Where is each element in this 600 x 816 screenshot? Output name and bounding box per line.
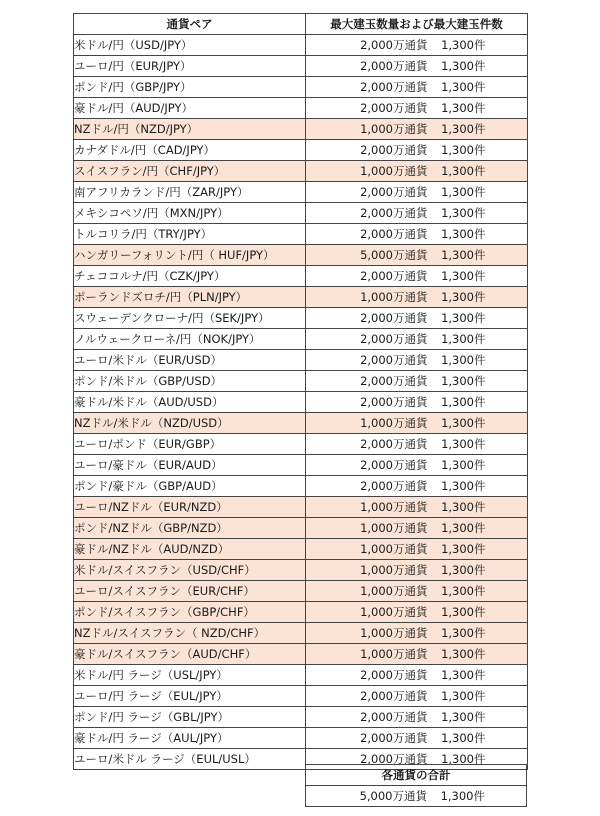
position-limit-cell [306, 140, 528, 161]
max-count: 1,300件 [441, 626, 486, 640]
max-count: 1,300件 [441, 395, 486, 409]
currency-pair-cell: ポンド/スイスフラン（GBP/CHF） [74, 602, 306, 623]
table-row [74, 560, 528, 581]
max-count: 1,300件 [441, 647, 486, 661]
total-amount: 5,000万通貨 [359, 789, 427, 803]
total-count: 1,300件 [440, 789, 485, 803]
max-count: 1,300件 [441, 542, 486, 556]
currency-pair-cell: ユーロ/スイスフラン（EUR/CHF） [74, 581, 306, 602]
max-count: 1,300件 [441, 269, 486, 283]
max-count: 1,300件 [441, 710, 486, 724]
currency-pair-cell: スイスフラン/円（CHF/JPY） [74, 161, 306, 182]
currency-pair-cell: NZドル/米ドル（NZD/USD） [74, 413, 306, 434]
table-row [74, 581, 528, 602]
position-limit-cell [306, 707, 528, 728]
header-position-limit: 最大建玉数量および最大建玉件数 [306, 14, 528, 35]
max-count: 1,300件 [441, 374, 486, 388]
currency-pair-cell: ユーロ/ポンド（EUR/GBP） [74, 434, 306, 455]
max-count: 1,300件 [441, 752, 486, 766]
table-row [74, 434, 528, 455]
currency-pair-cell: ユーロ/円（EUR/JPY） [74, 56, 306, 77]
max-amount: 2,000万通貨 [360, 752, 428, 766]
table-row [74, 350, 528, 371]
max-count: 1,300件 [441, 206, 486, 220]
table-row [74, 77, 528, 98]
max-amount: 2,000万通貨 [360, 59, 428, 73]
table-row [74, 224, 528, 245]
max-amount: 1,000万通貨 [360, 164, 428, 178]
currency-pair-cell: ポンド/円 ラージ（GBL/JPY） [74, 707, 306, 728]
max-count: 1,300件 [441, 353, 486, 367]
currency-pair-cell: チェココルナ/円（CZK/JPY） [74, 266, 306, 287]
max-amount: 1,000万通貨 [360, 563, 428, 577]
total-value [306, 786, 527, 807]
max-amount: 2,000万通貨 [360, 206, 428, 220]
table-row [74, 161, 528, 182]
table-row [74, 98, 528, 119]
table-row [74, 476, 528, 497]
position-limit-cell [306, 581, 528, 602]
currency-pair-cell: ユーロ/円 ラージ（EUL/JPY） [74, 686, 306, 707]
table-row [74, 686, 528, 707]
max-amount: 1,000万通貨 [360, 521, 428, 535]
max-amount: 2,000万通貨 [360, 332, 428, 346]
table-row [74, 497, 528, 518]
table-row [74, 119, 528, 140]
position-limit-cell [306, 161, 528, 182]
max-count: 1,300件 [441, 500, 486, 514]
max-amount: 1,000万通貨 [360, 647, 428, 661]
currency-pair-cell: ハンガリーフォリント/円（ HUF/JPY） [74, 245, 306, 266]
position-limit-cell [306, 224, 528, 245]
position-limit-cell [306, 308, 528, 329]
max-count: 1,300件 [441, 563, 486, 577]
max-count: 1,300件 [441, 38, 486, 52]
position-limit-cell [306, 644, 528, 665]
max-count: 1,300件 [441, 101, 486, 115]
table-row [74, 329, 528, 350]
table-row [74, 371, 528, 392]
max-amount: 2,000万通貨 [360, 38, 428, 52]
currency-pair-cell: 豪ドル/米ドル（AUD/USD） [74, 392, 306, 413]
position-limit-cell [306, 623, 528, 644]
max-count: 1,300件 [441, 122, 486, 136]
max-amount: 2,000万通貨 [360, 668, 428, 682]
position-limit-cell [306, 329, 528, 350]
max-count: 1,300件 [441, 290, 486, 304]
max-amount: 2,000万通貨 [360, 374, 428, 388]
position-limit-cell [306, 203, 528, 224]
table-row [74, 602, 528, 623]
max-amount: 1,000万通貨 [360, 122, 428, 136]
max-count: 1,300件 [441, 437, 486, 451]
currency-pair-cell: 米ドル/円 ラージ（USL/JPY） [74, 665, 306, 686]
position-limit-cell [306, 35, 528, 56]
table-row [74, 392, 528, 413]
max-amount: 2,000万通貨 [360, 689, 428, 703]
position-limit-table [73, 13, 528, 770]
max-amount: 1,000万通貨 [360, 500, 428, 514]
table-row [74, 203, 528, 224]
table-row [74, 287, 528, 308]
max-amount: 2,000万通貨 [360, 395, 428, 409]
position-limit-cell [306, 245, 528, 266]
position-limit-cell [306, 266, 528, 287]
total-table [305, 764, 527, 807]
max-amount: 2,000万通貨 [360, 710, 428, 724]
position-limit-cell [306, 56, 528, 77]
max-count: 1,300件 [441, 164, 486, 178]
max-count: 1,300件 [441, 311, 486, 325]
max-count: 1,300件 [441, 248, 486, 262]
max-count: 1,300件 [441, 479, 486, 493]
max-amount: 1,000万通貨 [360, 584, 428, 598]
position-limit-cell [306, 539, 528, 560]
position-limit-cell [306, 728, 528, 749]
position-limit-cell [306, 602, 528, 623]
max-amount: 1,000万通貨 [360, 626, 428, 640]
table-row [74, 140, 528, 161]
max-amount: 2,000万通貨 [360, 437, 428, 451]
currency-pair-cell: NZドル/円（NZD/JPY） [74, 119, 306, 140]
table-row [74, 56, 528, 77]
currency-pair-cell: カナダドル/円（CAD/JPY） [74, 140, 306, 161]
table-row [74, 266, 528, 287]
currency-pair-cell: ユーロ/米ドル（EUR/USD） [74, 350, 306, 371]
max-amount: 2,000万通貨 [360, 143, 428, 157]
max-count: 1,300件 [441, 185, 486, 199]
position-limit-cell [306, 665, 528, 686]
table-row [74, 665, 528, 686]
table-row [74, 707, 528, 728]
max-amount: 2,000万通貨 [360, 731, 428, 745]
position-limit-cell [306, 413, 528, 434]
currency-pair-cell: ユーロ/NZドル（EUR/NZD） [74, 497, 306, 518]
position-limit-cell [306, 350, 528, 371]
position-limit-cell [306, 686, 528, 707]
max-count: 1,300件 [441, 521, 486, 535]
position-limit-cell [306, 434, 528, 455]
max-count: 1,300件 [441, 227, 486, 241]
max-count: 1,300件 [441, 731, 486, 745]
currency-pair-cell: NZドル/スイスフラン（ NZD/CHF） [74, 623, 306, 644]
position-limit-cell [306, 77, 528, 98]
position-limit-cell [306, 392, 528, 413]
table-row [74, 413, 528, 434]
currency-pair-cell: ポンド/円（GBP/JPY） [74, 77, 306, 98]
total-label: 各通貨の合計 [306, 765, 527, 786]
max-count: 1,300件 [441, 689, 486, 703]
table-header-row [74, 14, 528, 35]
max-amount: 1,000万通貨 [360, 416, 428, 430]
max-count: 1,300件 [441, 458, 486, 472]
max-amount: 2,000万通貨 [360, 185, 428, 199]
max-count: 1,300件 [441, 605, 486, 619]
table-row [74, 518, 528, 539]
currency-pair-cell: 豪ドル/円（AUD/JPY） [74, 98, 306, 119]
table-row [74, 728, 528, 749]
currency-pair-cell: ポーランドズロチ/円（PLN/JPY） [74, 287, 306, 308]
max-count: 1,300件 [441, 668, 486, 682]
max-count: 1,300件 [441, 332, 486, 346]
table-row [74, 245, 528, 266]
max-count: 1,300件 [441, 143, 486, 157]
total-value-row [306, 786, 527, 807]
table-row [74, 539, 528, 560]
currency-pair-cell: ポンド/米ドル（GBP/USD） [74, 371, 306, 392]
currency-pair-cell: ポンド/豪ドル（GBP/AUD） [74, 476, 306, 497]
position-limit-cell [306, 518, 528, 539]
max-amount: 2,000万通貨 [360, 269, 428, 283]
max-count: 1,300件 [441, 416, 486, 430]
table-row [74, 308, 528, 329]
table-row [74, 455, 528, 476]
max-amount: 1,000万通貨 [360, 542, 428, 556]
position-limit-cell [306, 287, 528, 308]
currency-pair-cell: 豪ドル/NZドル（AUD/NZD） [74, 539, 306, 560]
currency-pair-cell: 豪ドル/スイスフラン（AUD/CHF） [74, 644, 306, 665]
max-amount: 1,000万通貨 [360, 290, 428, 304]
max-amount: 2,000万通貨 [360, 479, 428, 493]
currency-pair-cell: ユーロ/豪ドル（EUR/AUD） [74, 455, 306, 476]
table-row [74, 35, 528, 56]
table-row [74, 623, 528, 644]
max-count: 1,300件 [441, 584, 486, 598]
max-amount: 1,000万通貨 [360, 605, 428, 619]
max-amount: 2,000万通貨 [360, 227, 428, 241]
max-amount: 2,000万通貨 [360, 101, 428, 115]
max-amount: 2,000万通貨 [360, 311, 428, 325]
max-amount: 2,000万通貨 [360, 80, 428, 94]
max-count: 1,300件 [441, 59, 486, 73]
currency-pair-cell: ノルウェークローネ/円（NOK/JPY） [74, 329, 306, 350]
currency-pair-cell: メキシコペソ/円（MXN/JPY） [74, 203, 306, 224]
max-amount: 5,000万通貨 [360, 248, 428, 262]
position-limit-cell [306, 182, 528, 203]
max-count: 1,300件 [441, 80, 486, 94]
currency-pair-cell: 豪ドル/円 ラージ（AUL/JPY） [74, 728, 306, 749]
table-row [74, 644, 528, 665]
currency-pair-cell: 南アフリカランド/円（ZAR/JPY） [74, 182, 306, 203]
position-limit-cell [306, 560, 528, 581]
currency-pair-cell: 米ドル/円（USD/JPY） [74, 35, 306, 56]
position-limit-cell [306, 497, 528, 518]
position-limit-cell [306, 371, 528, 392]
position-limit-cell [306, 119, 528, 140]
max-amount: 2,000万通貨 [360, 458, 428, 472]
position-limit-cell [306, 455, 528, 476]
currency-pair-cell: ユーロ/米ドル ラージ（EUL/USL） [74, 749, 306, 770]
currency-pair-cell: 米ドル/スイスフラン（USD/CHF） [74, 560, 306, 581]
position-limit-cell [306, 476, 528, 497]
currency-pair-cell: スウェーデンクローナ/円（SEK/JPY） [74, 308, 306, 329]
max-amount: 2,000万通貨 [360, 353, 428, 367]
header-currency-pair: 通貨ペア [74, 14, 306, 35]
currency-pair-cell: トルコリラ/円（TRY/JPY） [74, 224, 306, 245]
position-limit-cell [306, 98, 528, 119]
total-header-row [306, 765, 527, 786]
table-row [74, 182, 528, 203]
currency-pair-cell: ポンド/NZドル（GBP/NZD） [74, 518, 306, 539]
